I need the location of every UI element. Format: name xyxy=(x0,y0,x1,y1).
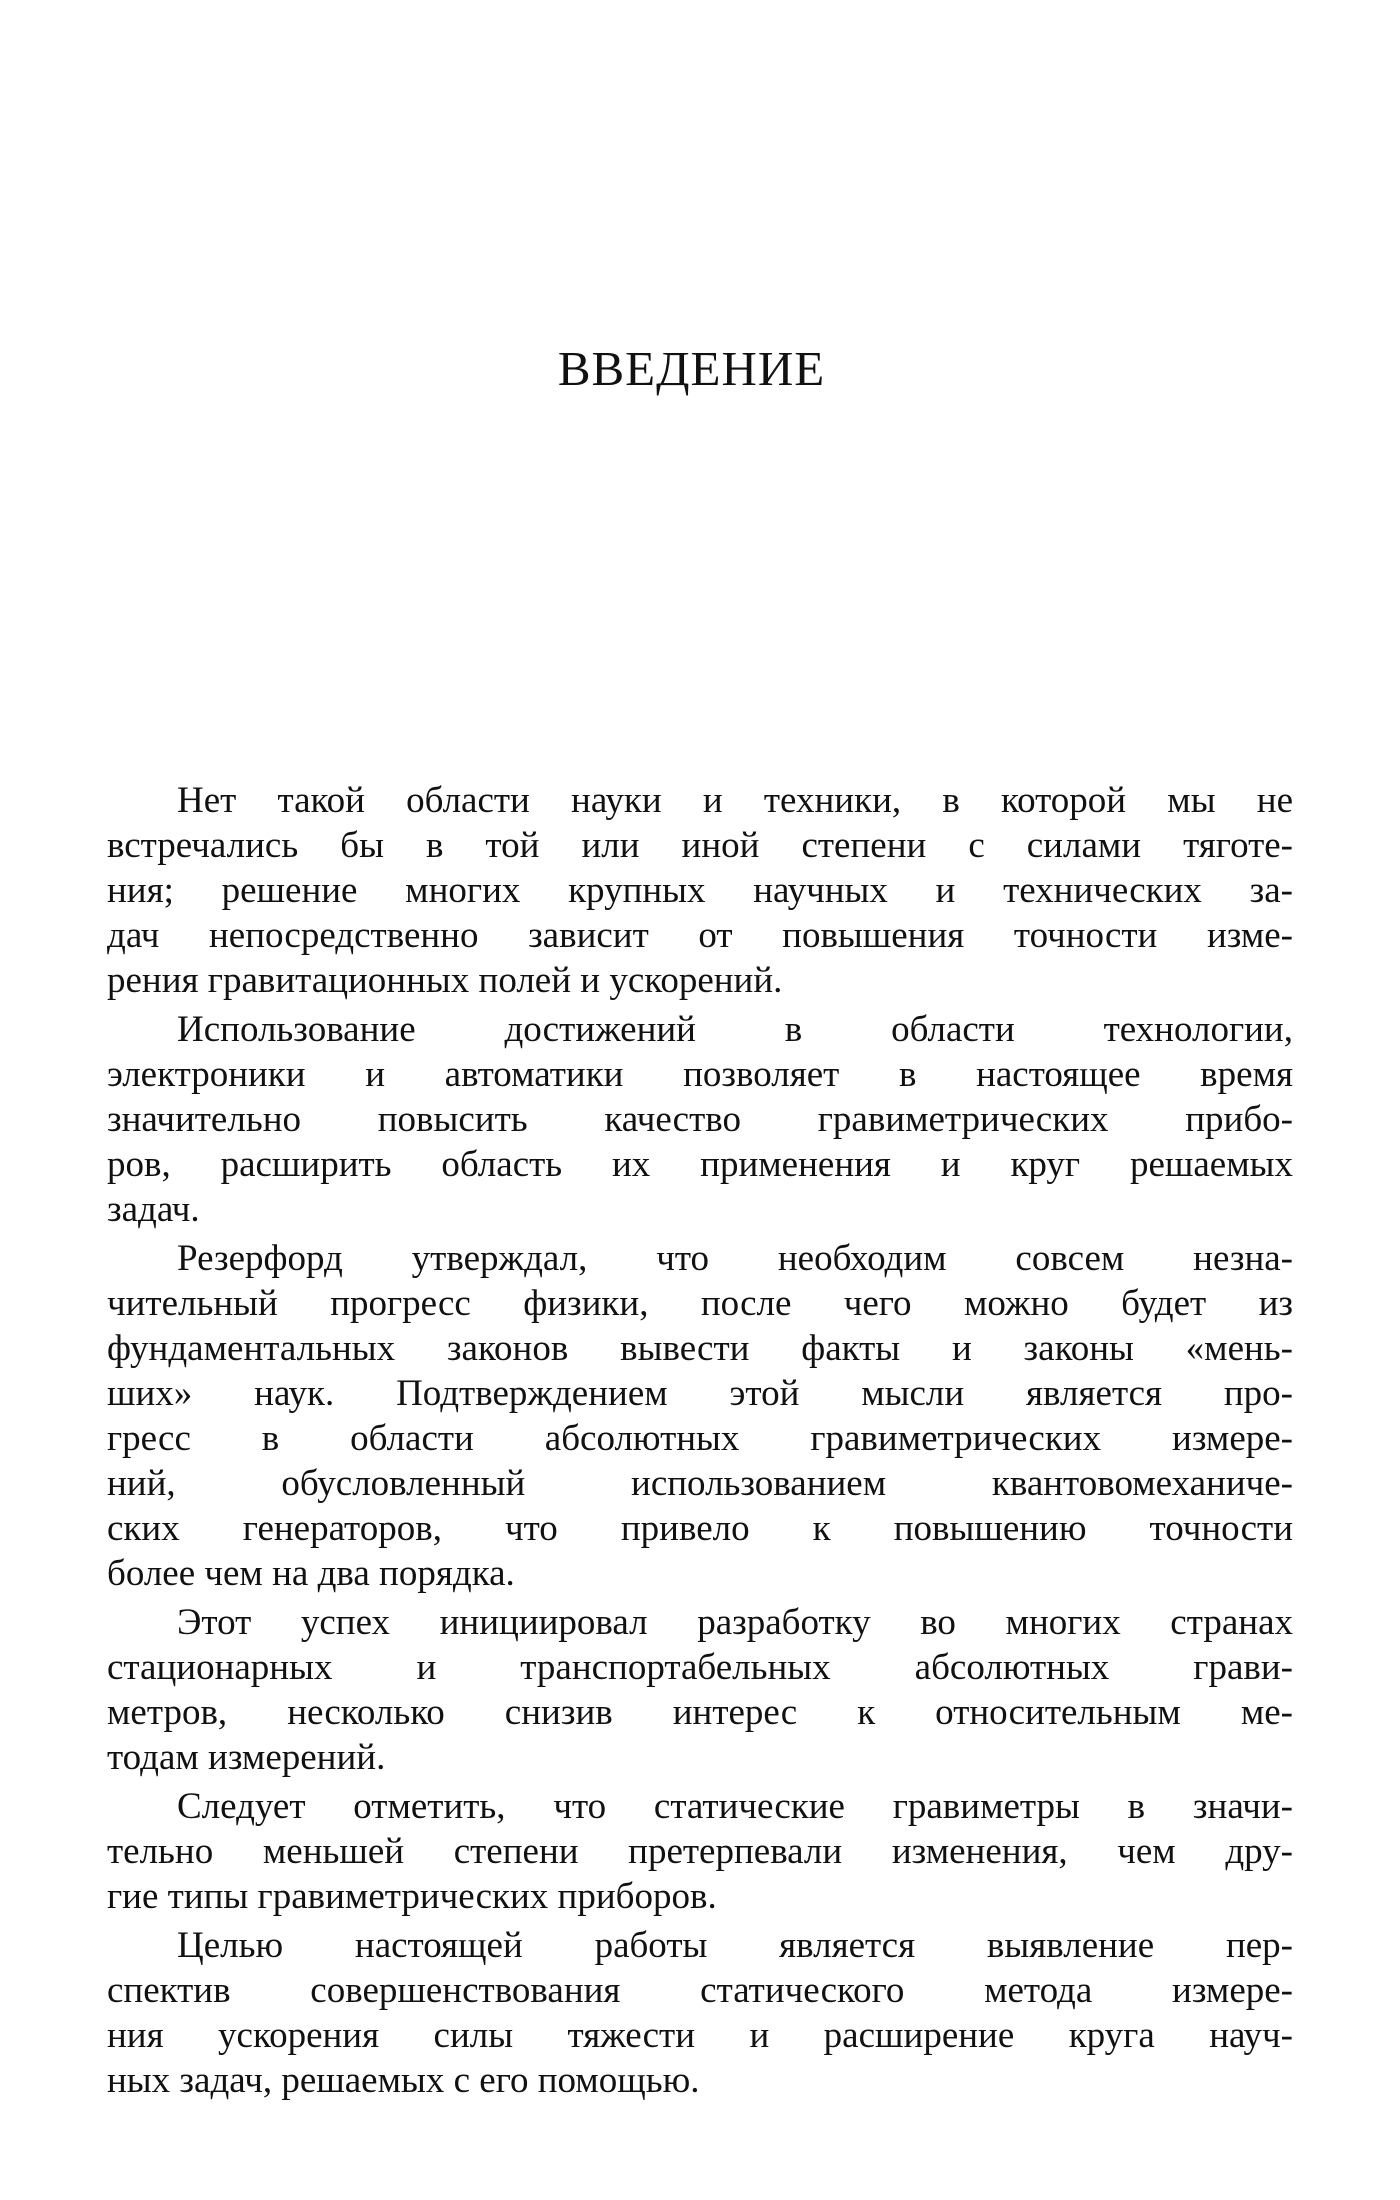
text-line: ний, обусловленный использованием квантовомеханиче- xyxy=(107,1463,1293,1504)
text-line: Целью настоящей работы является выявление пер- xyxy=(177,1925,1293,1966)
body-text xyxy=(107,778,1293,2107)
text-line: метров, несколько снизив интерес к относительным ме- xyxy=(107,1692,1293,1733)
text-line: ров, расширить область их применения и круг решаемых xyxy=(107,1144,1293,1185)
text-line: гресс в области абсолютных гравиметрических измере- xyxy=(107,1418,1293,1459)
text-line: более чем на два порядка. xyxy=(107,1553,515,1594)
paragraph-2 xyxy=(107,1007,1293,1232)
text-line: гие типы гравиметрических приборов. xyxy=(107,1876,717,1917)
text-line: встречались бы в той или иной степени с силами тяготе- xyxy=(107,825,1293,866)
text-line: чительный прогресс физики, после чего можно будет из xyxy=(107,1283,1293,1324)
text-line: ных задач, решаемых с его помощью. xyxy=(107,2060,700,2101)
paragraph-5 xyxy=(107,1784,1293,1919)
text-line: тодам измерений. xyxy=(107,1737,386,1778)
text-line: задач. xyxy=(107,1189,200,1230)
text-line: ния; решение многих крупных научных и технических за- xyxy=(107,870,1293,911)
paragraph-6 xyxy=(107,1923,1293,2103)
text-line: дач непосредственно зависит от повышения точности изме- xyxy=(107,915,1293,956)
text-line: тельно меньшей степени претерпевали изменения, чем дру- xyxy=(107,1831,1293,1872)
text-line: Использование достижений в области технологии, xyxy=(177,1009,1293,1050)
text-line: фундаментальных законов вывести факты и законы «мень- xyxy=(107,1328,1293,1369)
text-line: стационарных и транспортабельных абсолютных грави- xyxy=(107,1647,1293,1688)
text-line: электроники и автоматики позволяет в настоящее время xyxy=(107,1054,1293,1095)
text-line: Резерфорд утверждал, что необходим совсем незна- xyxy=(177,1238,1293,1279)
text-line: ших» наук. Подтверждением этой мысли является про- xyxy=(107,1373,1293,1414)
paragraph-4 xyxy=(107,1600,1293,1780)
text-line: спектив совершенствования статического метода измере- xyxy=(107,1970,1293,2011)
page-title: ВВЕДЕНИЕ xyxy=(557,341,826,396)
text-line: рения гравитационных полей и ускорений. xyxy=(107,960,783,1001)
text-line: Этот успех инициировал разработку во многих странах xyxy=(177,1602,1293,1643)
text-line: ских генераторов, что привело к повышению точности xyxy=(107,1508,1293,1549)
paragraph-3 xyxy=(107,1236,1293,1596)
text-line: значительно повысить качество гравиметрических прибо- xyxy=(107,1099,1293,1140)
paragraph-1 xyxy=(107,778,1293,1003)
text-line: Следует отметить, что статические гравиметры в значи- xyxy=(177,1786,1293,1827)
text-line: ния ускорения силы тяжести и расширение круга науч- xyxy=(107,2015,1293,2056)
text-line: Нет такой области науки и техники, в которой мы не xyxy=(177,780,1293,821)
